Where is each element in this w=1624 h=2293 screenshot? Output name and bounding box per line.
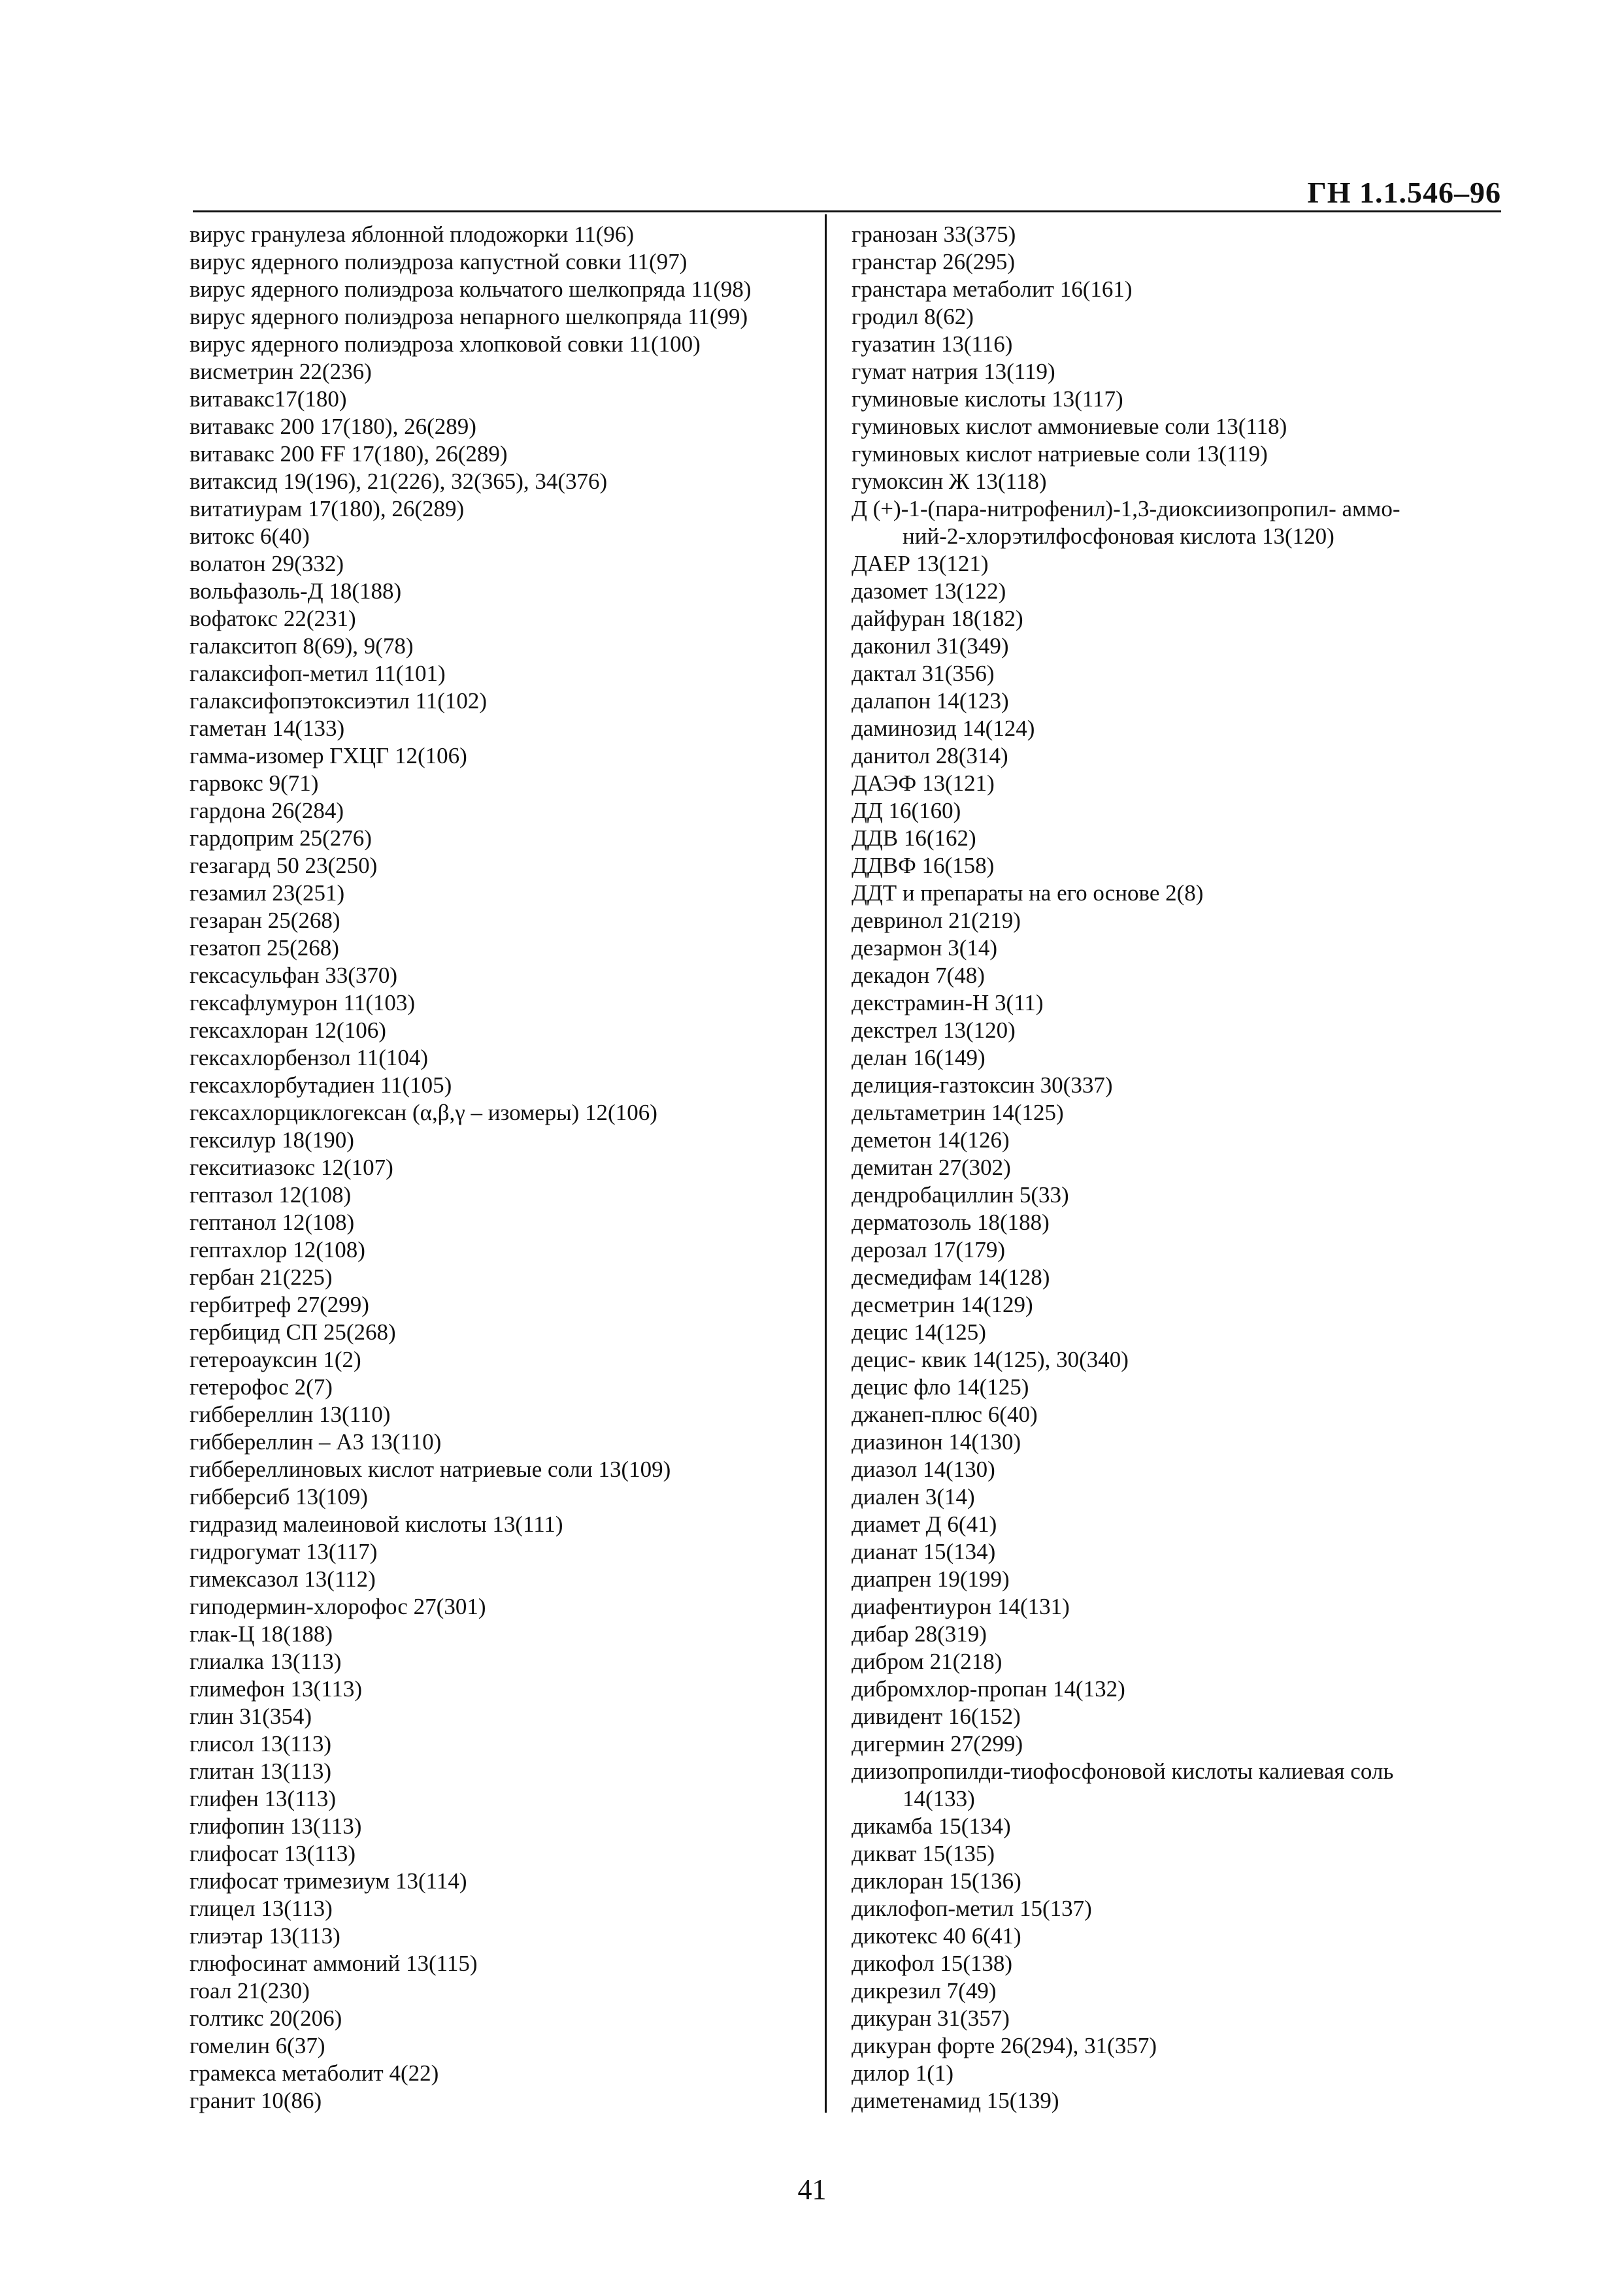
index-entry: глифен 13(113) bbox=[190, 1786, 336, 1811]
index-entry-text: диамет Д 6(41) bbox=[852, 1511, 997, 1537]
index-entry-text: даминозид 14(124) bbox=[852, 716, 1035, 741]
index-entry bbox=[852, 2087, 1505, 2115]
index-entry: витавакс 200 17(180), 26(289) bbox=[190, 414, 476, 439]
index-entry-text: диклофоп-метил 15(137) bbox=[852, 1896, 1092, 1921]
index-entry bbox=[852, 358, 1505, 386]
index-entry-text: декстрамин-Н 3(11) bbox=[852, 990, 1044, 1015]
index-entry bbox=[852, 989, 1505, 1017]
index-entry: витатиурам 17(180), 26(289) bbox=[190, 496, 465, 521]
index-entry-text: дивидент 16(152) bbox=[852, 1704, 1021, 1729]
index-entry: гербан 21(225) bbox=[190, 1264, 333, 1290]
index-entry bbox=[852, 1840, 1505, 1868]
index-entry bbox=[852, 1346, 1505, 1374]
index-entry-text: делиция-газтоксин 30(337) bbox=[852, 1072, 1113, 1098]
index-entry-text: гранстар 26(295) bbox=[852, 249, 1015, 274]
index-entry: гербитреф 27(299) bbox=[190, 1292, 369, 1317]
index-entry: гиподермин-хлорофос 27(301) bbox=[190, 1594, 486, 1619]
index-entry bbox=[852, 550, 1505, 578]
index-entry-text: дерозал 17(179) bbox=[852, 1237, 1006, 1262]
index-entry: витавакс 200 FF 17(180), 26(289) bbox=[190, 441, 508, 467]
index-entry bbox=[852, 1154, 1505, 1181]
index-entry-text: диален 3(14) bbox=[852, 1484, 975, 1509]
index-entry: гептанол 12(108) bbox=[190, 1210, 355, 1235]
index-entry: гексахлорбутадиен 11(105) bbox=[190, 1072, 452, 1098]
index-entry bbox=[852, 303, 1505, 331]
index-entry: глюфосинат аммоний 13(115) bbox=[190, 1951, 478, 1976]
index-entry-text: гуминовых кислот натриевые соли 13(119) bbox=[852, 441, 1268, 467]
index-entry-text: ДАЕР 13(121) bbox=[852, 551, 989, 576]
index-entry-text: гранозан 33(375) bbox=[852, 222, 1016, 247]
index-entry bbox=[852, 1374, 1505, 1401]
index-entry bbox=[852, 907, 1505, 934]
index-entry: глин 31(354) bbox=[190, 1704, 312, 1729]
index-entry: гезамил 23(251) bbox=[190, 880, 345, 906]
index-entry-text: дикуран форте 26(294), 31(357) bbox=[852, 2033, 1157, 2058]
index-entry bbox=[852, 1895, 1505, 1922]
index-entry-text: дельтаметрин 14(125) bbox=[852, 1100, 1064, 1125]
index-entry: вирус ядерного полиэдроза непарного шелкопряда 11(99) bbox=[190, 304, 748, 329]
index-entry-text: дендробациллин 5(33) bbox=[852, 1182, 1069, 1208]
index-entry bbox=[852, 1538, 1505, 1566]
index-entry-text: диапрен 19(199) bbox=[852, 1566, 1010, 1592]
index-entry: гиббереллин – А3 13(110) bbox=[190, 1429, 442, 1455]
index-entry: глицел 13(113) bbox=[190, 1896, 333, 1921]
index-entry-text: дибар 28(319) bbox=[852, 1621, 987, 1647]
index-entry bbox=[852, 1319, 1505, 1346]
index-column-right bbox=[852, 221, 1505, 2115]
index-entry bbox=[852, 1209, 1505, 1236]
index-entry: висметрин 22(236) bbox=[190, 359, 372, 384]
index-entry: гексахлоран 12(106) bbox=[190, 1017, 386, 1043]
index-entry: глиалка 13(113) bbox=[190, 1649, 342, 1674]
index-entry: гептазол 12(108) bbox=[190, 1182, 352, 1208]
index-entry-text: ДДВ 16(162) bbox=[852, 825, 976, 851]
column-divider bbox=[825, 214, 827, 2113]
index-entry: вирус гранулеза яблонной плодожорки 11(96) bbox=[190, 222, 635, 247]
index-entry bbox=[852, 687, 1505, 715]
index-entry-text: дианат 15(134) bbox=[852, 1539, 996, 1564]
index-entry-text: диметенамид 15(139) bbox=[852, 2088, 1059, 2113]
index-entry: гоал 21(230) bbox=[190, 1978, 310, 2004]
index-entry bbox=[852, 468, 1505, 495]
document-code-header: ГН 1.1.546–96 bbox=[1307, 176, 1501, 209]
index-entry: вирус ядерного полиэдроза капустной совки 11(97) bbox=[190, 249, 688, 274]
index-entry bbox=[852, 2060, 1505, 2087]
index-entry-text: дикотекс 40 6(41) bbox=[852, 1923, 1021, 1949]
index-entry bbox=[852, 1483, 1505, 1511]
index-entry bbox=[852, 1566, 1505, 1593]
index-entry-text: Д (+)-1-(пара-нитрофенил)-1,3-диоксиизопропил- аммо- bbox=[852, 496, 1400, 521]
index-entry: гезаран 25(268) bbox=[190, 908, 340, 933]
index-entry bbox=[852, 1017, 1505, 1044]
index-entry: вирус ядерного полиэдроза кольчатого шелкопряда 11(98) bbox=[190, 276, 752, 302]
index-entry-text: дикват 15(135) bbox=[852, 1841, 995, 1866]
index-entry-text: дикрезил 7(49) bbox=[852, 1978, 997, 2004]
index-entry: грамекса метаболит 4(22) bbox=[190, 2060, 439, 2086]
index-entry: гезагард 50 23(250) bbox=[190, 853, 378, 878]
index-entry-text: ДАЭФ 13(121) bbox=[852, 770, 995, 796]
index-entry bbox=[852, 770, 1505, 797]
index-entry-text: деметон 14(126) bbox=[852, 1127, 1010, 1153]
index-entry: гранит 10(86) bbox=[190, 2088, 322, 2113]
index-entry: витавакс17(180) bbox=[190, 386, 347, 412]
index-entry: гиббереллин 13(110) bbox=[190, 1402, 391, 1427]
index-entry-text: дактал 31(356) bbox=[852, 661, 995, 686]
index-entry: витокс 6(40) bbox=[190, 523, 310, 549]
index-entry bbox=[852, 1428, 1505, 1456]
index-entry bbox=[852, 1099, 1505, 1127]
index-entry-text: декадон 7(48) bbox=[852, 963, 985, 988]
index-entry-text: гумоксин Ж 13(118) bbox=[852, 469, 1047, 494]
index-entry-text: дибромхлор-пропан 14(132) bbox=[852, 1676, 1125, 1702]
index-entry: гексилур 18(190) bbox=[190, 1127, 354, 1153]
index-entry-text: дерматозоль 18(188) bbox=[852, 1210, 1050, 1235]
index-entry: глак-Ц 18(188) bbox=[190, 1621, 333, 1647]
index-entry bbox=[852, 1264, 1505, 1291]
index-entry bbox=[852, 1977, 1505, 2005]
index-entry bbox=[852, 1593, 1505, 1621]
index-entry: гидразид малеиновой кислоты 13(111) bbox=[190, 1511, 563, 1537]
index-entry bbox=[852, 221, 1505, 248]
index-entry: гарвокс 9(71) bbox=[190, 770, 319, 796]
index-entry bbox=[852, 962, 1505, 989]
index-entry bbox=[852, 248, 1505, 276]
index-entry-text: джанеп-плюс 6(40) bbox=[852, 1402, 1038, 1427]
index-entry: вофатокс 22(231) bbox=[190, 606, 356, 631]
index-entry: гетероауксин 1(2) bbox=[190, 1347, 361, 1372]
index-entry: глитан 13(113) bbox=[190, 1758, 332, 1784]
index-entry-text: делан 16(149) bbox=[852, 1045, 986, 1070]
index-entry: гексафлумурон 11(103) bbox=[190, 990, 416, 1015]
index-entry bbox=[852, 413, 1505, 440]
index-entry bbox=[852, 1072, 1505, 1099]
index-entry-text: декстрел 13(120) bbox=[852, 1017, 1016, 1043]
index-entry-text: децис фло 14(125) bbox=[852, 1374, 1029, 1400]
index-entry-text: диизопропилди-тиофосфоновой кислоты калиевая соль bbox=[852, 1758, 1394, 1784]
index-entry bbox=[852, 2032, 1505, 2060]
index-entry bbox=[852, 1181, 1505, 1209]
index-entry: голтикс 20(206) bbox=[190, 2005, 342, 2031]
index-entry-text: десметрин 14(129) bbox=[852, 1292, 1033, 1317]
index-entry: гомелин 6(37) bbox=[190, 2033, 325, 2058]
index-entry-text: ДДТ и препараты на его основе 2(8) bbox=[852, 880, 1204, 906]
index-entry-text: гуминовых кислот аммониевые соли 13(118) bbox=[852, 414, 1287, 439]
index-entry bbox=[852, 1730, 1505, 1758]
index-entry bbox=[852, 1044, 1505, 1072]
index-entry: вирус ядерного полиэдроза хлопковой совки 11(100) bbox=[190, 331, 701, 357]
index-entry bbox=[852, 1401, 1505, 1428]
index-entry: гибберсиб 13(109) bbox=[190, 1484, 368, 1509]
index-entry bbox=[852, 1511, 1505, 1538]
index-entry bbox=[852, 633, 1505, 660]
index-entry-text: дезармон 3(14) bbox=[852, 935, 998, 961]
index-entry-text: ДДВФ 16(158) bbox=[852, 853, 995, 878]
index-entry-text: дикофол 15(138) bbox=[852, 1951, 1013, 1976]
index-entry: гербицид СП 25(268) bbox=[190, 1319, 396, 1345]
header-rule bbox=[193, 210, 1501, 212]
index-entry bbox=[852, 440, 1505, 468]
index-entry: гептахлор 12(108) bbox=[190, 1237, 365, 1262]
index-entry: гексахлорциклогексан (α,β,γ – изомеры) 12(106) bbox=[190, 1100, 657, 1125]
index-entry bbox=[852, 1621, 1505, 1648]
index-entry: гимексазол 13(112) bbox=[190, 1566, 376, 1592]
index-entry: глифосат 13(113) bbox=[190, 1841, 356, 1866]
index-entry bbox=[852, 1813, 1505, 1840]
index-entry bbox=[852, 1868, 1505, 1895]
index-entry: галаксифоп-метил 11(101) bbox=[190, 661, 446, 686]
index-entry bbox=[852, 715, 1505, 742]
index-entry-text: девринол 21(219) bbox=[852, 908, 1021, 933]
index-entry: глисол 13(113) bbox=[190, 1731, 332, 1757]
index-entry bbox=[852, 386, 1505, 413]
index-entry-text: дайфуран 18(182) bbox=[852, 606, 1023, 631]
index-entry-text: децис- квик 14(125), 30(340) bbox=[852, 1347, 1129, 1372]
index-entry: гезатоп 25(268) bbox=[190, 935, 339, 961]
index-entry bbox=[852, 276, 1505, 303]
index-entry: волатон 29(332) bbox=[190, 551, 344, 576]
index-entry bbox=[852, 578, 1505, 605]
index-entry bbox=[852, 1456, 1505, 1483]
index-entry-text: далапон 14(123) bbox=[852, 688, 1009, 714]
index-entry-text: гумат натрия 13(119) bbox=[852, 359, 1055, 384]
index-entry bbox=[852, 1236, 1505, 1264]
index-entry-text: даконил 31(349) bbox=[852, 633, 1009, 659]
index-entry-text: гранстара метаболит 16(161) bbox=[852, 276, 1133, 302]
index-entry-text: дигермин 27(299) bbox=[852, 1731, 1023, 1757]
index-entry-text: ДД 16(160) bbox=[852, 798, 961, 823]
index-entry-text: дилор 1(1) bbox=[852, 2060, 954, 2086]
index-entry: гетерофос 2(7) bbox=[190, 1374, 333, 1400]
index-entry: витаксид 19(196), 21(226), 32(365), 34(376) bbox=[190, 469, 608, 494]
index-column-left bbox=[190, 221, 817, 2115]
index-entry: гиббереллиновых кислот натриевые соли 13(109) bbox=[190, 1457, 671, 1482]
index-entry bbox=[852, 1758, 1505, 1813]
index-entry bbox=[852, 880, 1505, 907]
index-entry-text: дикамба 15(134) bbox=[852, 1813, 1011, 1839]
index-entry bbox=[852, 2005, 1505, 2032]
index-entry-text: данитол 28(314) bbox=[852, 743, 1008, 768]
index-entry: гексахлорбензол 11(104) bbox=[190, 1045, 429, 1070]
index-entry-text: диафентиурон 14(131) bbox=[852, 1594, 1070, 1619]
index-entry-text: дазомет 13(122) bbox=[852, 578, 1006, 604]
index-entry: глифопин 13(113) bbox=[190, 1813, 362, 1839]
index-entry: гексасульфан 33(370) bbox=[190, 963, 398, 988]
index-entry bbox=[852, 605, 1505, 633]
index-entry bbox=[852, 495, 1505, 550]
index-entry: гаметан 14(133) bbox=[190, 716, 345, 741]
index-entry-text: десмедифам 14(128) bbox=[852, 1264, 1050, 1290]
index-entry bbox=[852, 1922, 1505, 1950]
index-entry: гардона 26(284) bbox=[190, 798, 344, 823]
page-number: 41 bbox=[797, 2173, 827, 2205]
index-entry: вольфазоль-Д 18(188) bbox=[190, 578, 402, 604]
index-entry-text: гуазатин 13(116) bbox=[852, 331, 1013, 357]
index-entry bbox=[852, 1703, 1505, 1730]
index-entry-text: гуминовые кислоты 13(117) bbox=[852, 386, 1123, 412]
index-entry bbox=[852, 660, 1505, 687]
index-entry-text: диазол 14(130) bbox=[852, 1457, 995, 1482]
index-entry: галаксифопэтоксиэтил 11(102) bbox=[190, 688, 488, 714]
index-entry bbox=[852, 331, 1505, 358]
index-entry-continuation: 14(133) bbox=[903, 1786, 975, 1811]
index-entry-text: дибром 21(218) bbox=[852, 1649, 1003, 1674]
index-entry bbox=[852, 852, 1505, 880]
index-entry bbox=[852, 825, 1505, 852]
index-entry: гекситиазокс 12(107) bbox=[190, 1155, 393, 1180]
index-entry bbox=[852, 1675, 1505, 1703]
index-entry-continuation: ний-2-хлорэтилфосфоновая кислота 13(120) bbox=[903, 523, 1334, 549]
index-entry bbox=[852, 1127, 1505, 1154]
index-entry-text: децис 14(125) bbox=[852, 1319, 986, 1345]
index-entry-text: диклоран 15(136) bbox=[852, 1868, 1021, 1894]
index-entry: гидрогумат 13(117) bbox=[190, 1539, 378, 1564]
index-entry: гамма-изомер ГХЦГ 12(106) bbox=[190, 743, 467, 768]
index-entry: гардоприм 25(276) bbox=[190, 825, 372, 851]
index-entry-text: дикуран 31(357) bbox=[852, 2005, 1010, 2031]
index-entry bbox=[852, 742, 1505, 770]
index-entry bbox=[852, 1950, 1505, 1977]
index-entry: глиэтар 13(113) bbox=[190, 1923, 340, 1949]
index-entry bbox=[852, 1291, 1505, 1319]
index-entry: глифосат тримезиум 13(114) bbox=[190, 1868, 467, 1894]
index-entry-text: диазинон 14(130) bbox=[852, 1429, 1021, 1455]
index-entry bbox=[852, 797, 1505, 825]
index-entry bbox=[852, 934, 1505, 962]
index-entry-text: гродил 8(62) bbox=[852, 304, 974, 329]
index-entry bbox=[852, 1648, 1505, 1675]
index-entry: галакситоп 8(69), 9(78) bbox=[190, 633, 414, 659]
index-entry: глимефон 13(113) bbox=[190, 1676, 363, 1702]
index-entry-text: демитан 27(302) bbox=[852, 1155, 1011, 1180]
